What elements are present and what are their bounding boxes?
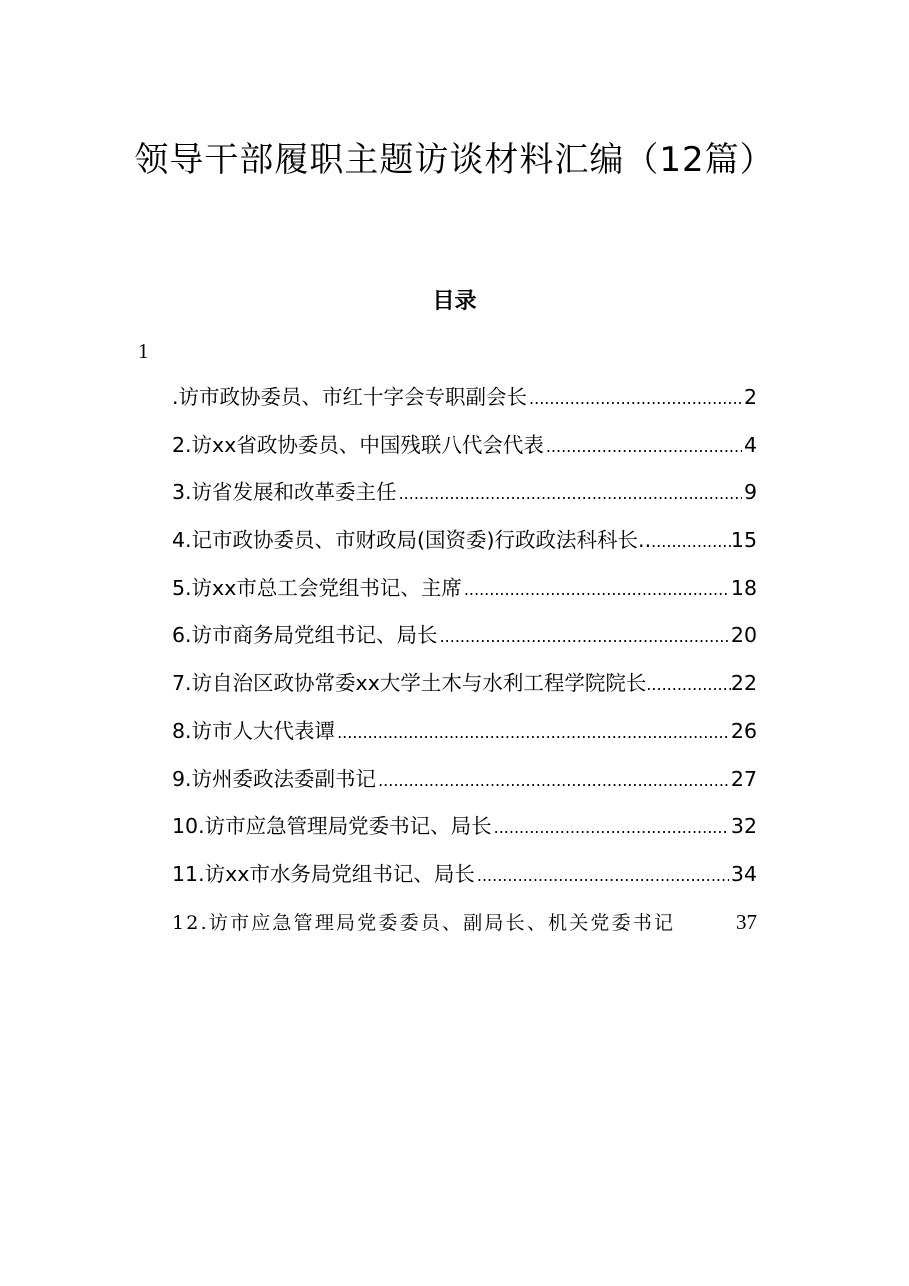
toc-entry-9[interactable] [172,762,757,810]
toc-entry-title: 7.访自治区政协常委xx大学土木与水利工程学院院长 [172,671,647,696]
toc-entry-page: 32 [730,814,757,839]
toc-entry-title: 4.记市政协委员、市财政局(国资委)行政政法科科长.. [172,528,652,553]
toc-leader-dots [399,477,742,511]
toc-entry-title: 10.访市应急管理局党委书记、局长 [172,814,492,839]
toc-entry-10[interactable] [172,809,757,857]
toc-leader-dots [494,811,729,845]
toc-entry-title: 6.访市商务局党组书记、局长 [172,623,438,648]
toc-entry-8[interactable] [172,714,757,762]
toc-entry-title: 5.访xx市总工会党组书记、主席 [172,575,462,600]
toc-leader-dots [651,525,731,559]
toc-leader-dots [477,859,729,893]
toc-entry-page: 18 [730,575,757,600]
toc-entry-page: 20 [730,623,757,648]
toc-entry-page: 37 [736,909,757,934]
toc-leader-dots [529,382,742,416]
toc-entry-4[interactable] [172,523,757,571]
toc-entry-page: 22 [730,671,757,696]
toc-entry-page: 15 [730,528,757,553]
toc-entry-title: 2.访xx省政协委员、中国残联八代会代表 [172,432,544,457]
toc-leader-dots [646,668,731,702]
toc-entry-title: 3.访省发展和改革委主任 [172,480,397,505]
toc-entry-page: 34 [730,861,757,886]
toc-entry-page: 9 [743,480,757,505]
toc-entry-page: 26 [730,718,757,743]
toc-entry-2[interactable] [172,428,757,476]
toc-leader-dots [546,430,742,464]
toc-entry-title: 12.访市应急管理局党委委员、副局长、机关党委书记 [172,911,676,934]
stray-number: 1 [138,339,149,363]
toc-entry-5[interactable] [172,571,757,619]
toc-entry-6[interactable] [172,618,757,666]
toc-entry-7[interactable] [172,666,757,714]
table-of-contents [172,380,757,952]
toc-entry-title: 8.访市人大代表谭 [172,718,336,743]
toc-entry-title: .访市政协委员、市红十字会专职副会长 [172,385,528,409]
toc-leader-dots [378,764,729,798]
toc-entry-page: 2 [743,385,757,409]
document-title: 领导干部履职主题访谈材料汇编（12篇） [134,140,775,180]
toc-entry-11[interactable] [172,857,757,905]
toc-leader-dots [440,620,729,654]
toc-entry-title: 11.访xx市水务局党组书记、局长 [172,861,475,886]
toc-entry-page: 27 [730,766,757,791]
toc-entry-3[interactable] [172,475,757,523]
toc-heading: 目录 [432,288,477,314]
toc-entry-1[interactable] [172,380,757,428]
toc-leader-dots [464,573,729,607]
toc-entry-12[interactable] [172,905,757,953]
toc-entry-title: 9.访州委政法委副书记 [172,766,377,791]
toc-entry-page: 4 [743,432,757,457]
toc-leader-dots [337,716,729,750]
